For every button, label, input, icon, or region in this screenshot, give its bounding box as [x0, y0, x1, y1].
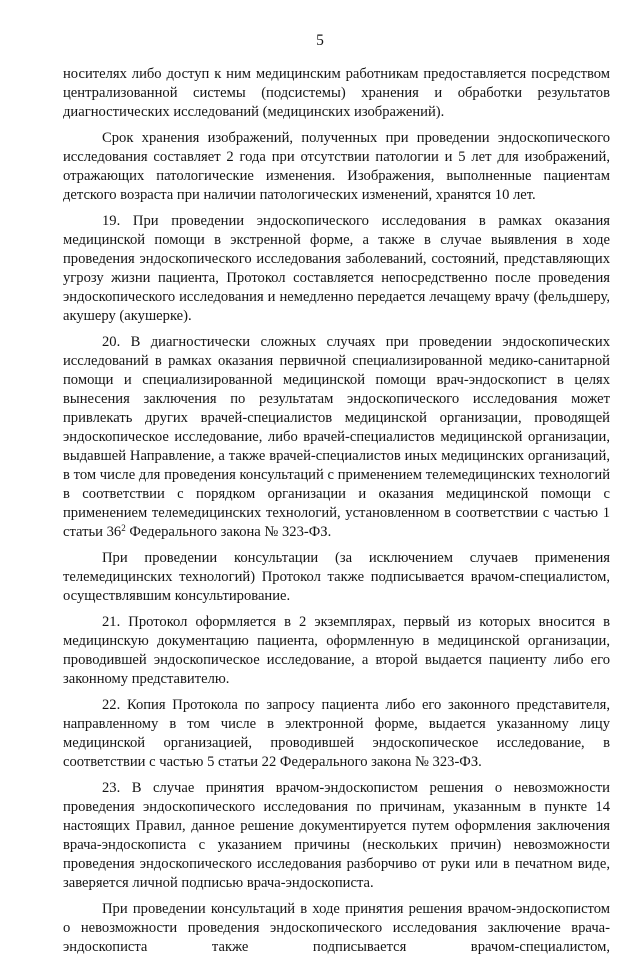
- superscript-2: 2: [121, 523, 126, 533]
- paragraph-consultation-decision: При проведении консультаций в ходе принятия решения врачом-эндоскопистом о невозможности проведения эндоскопического исследования заключение врача-эндоскописта также подписывается врачом-специалистом,: [63, 901, 610, 955]
- paragraph-item-20-text: 20. В диагностически сложных случаях при проведении эндоскопических исследований в рамках оказания первичной специализированной медико-санитарной помощи и специализированной медицинской помощи врач-эндоскопист в целях вынесения заключения по результатам эндоскопического исследования может привлекать других врачей-специалистов медицинской организации, проводящей эндоскопическое исследование, либо врачей-специалистов медицинской организации, выдавшей Направление, а также врачей-специалистов иных медицинских организаций, в том числе для проведения консультаций с применением телемедицинских технологий в соответствии с порядком организации и оказания медицинской помощи с применением телемедицинских технологий, установленном в соответствии с частью 1 статьи 36: [63, 334, 610, 540]
- paragraph-continuation: носителях либо доступ к ним медицинским работникам предоставляется посредством централизованной системы (подсистемы) хранения и обработки результатов диагностических исследований (медицинских изображений).: [63, 66, 610, 120]
- page-number: 5: [316, 32, 324, 49]
- paragraph-item-19: 19. При проведении эндоскопического исследования в рамках оказания медицинской помощи в экстренной форме, а также в случае выявления в ходе проведения эндоскопического исследования заболеваний, состояний, представляющих угрозу жизни пациента, Протокол составляется непосредственно после проведения эндоскопического исследования и немедленно передается лечащему врачу (фельдшеру, акушеру (акушерке).: [63, 213, 610, 324]
- paragraph-item-20-tail: Федерального закона № 323-ФЗ.: [125, 524, 332, 540]
- paragraph-item-23: 23. В случае принятия врачом-эндоскопистом решения о невозможности проведения эндоскопического исследования по причинам, указанным в пункте 14 настоящих Правил, данное решение документируется путем оформления заключения врача-эндоскописта с указанием причины (нескольких причин) невозможности проведения эндоскопического исследования разборчиво от руки или в печатном виде, заверяется личной подписью врача-эндоскописта.: [63, 780, 610, 891]
- paragraph-item-21: 21. Протокол оформляется в 2 экземплярах, первый из которых вносится в медицинскую документацию пациента, оформленную в медицинской организации, проводившей эндоскопическое исследование, а второй выдается пациенту либо его законному представителю.: [63, 614, 610, 687]
- paragraph-item-20: [63, 333, 610, 542]
- paragraph-consultation: При проведении консультации (за исключением случаев применения телемедицинских технологий) Протокол также подписывается врачом-специалистом, осуществлявшим консультирование.: [63, 550, 610, 604]
- paragraph-storage-period: Срок хранения изображений, полученных при проведении эндоскопического исследования составляет 2 года при отсутствии патологии и 5 лет для изображений, отражающих патологические изменения. Изображения, выполненные пациентам детского возраста при наличии патологических изменений, хранятся 10 лет.: [63, 130, 610, 203]
- paragraph-item-22: 22. Копия Протокола по запросу пациента либо его законного представителя, направленному в том числе в электронной форме, выдается указанному лицу медицинской организацией, проводившей эндоскопическое исследование, в соответствии с частью 5 статьи 22 Федерального закона № 323-ФЗ.: [63, 697, 610, 770]
- document-body: [63, 65, 610, 957]
